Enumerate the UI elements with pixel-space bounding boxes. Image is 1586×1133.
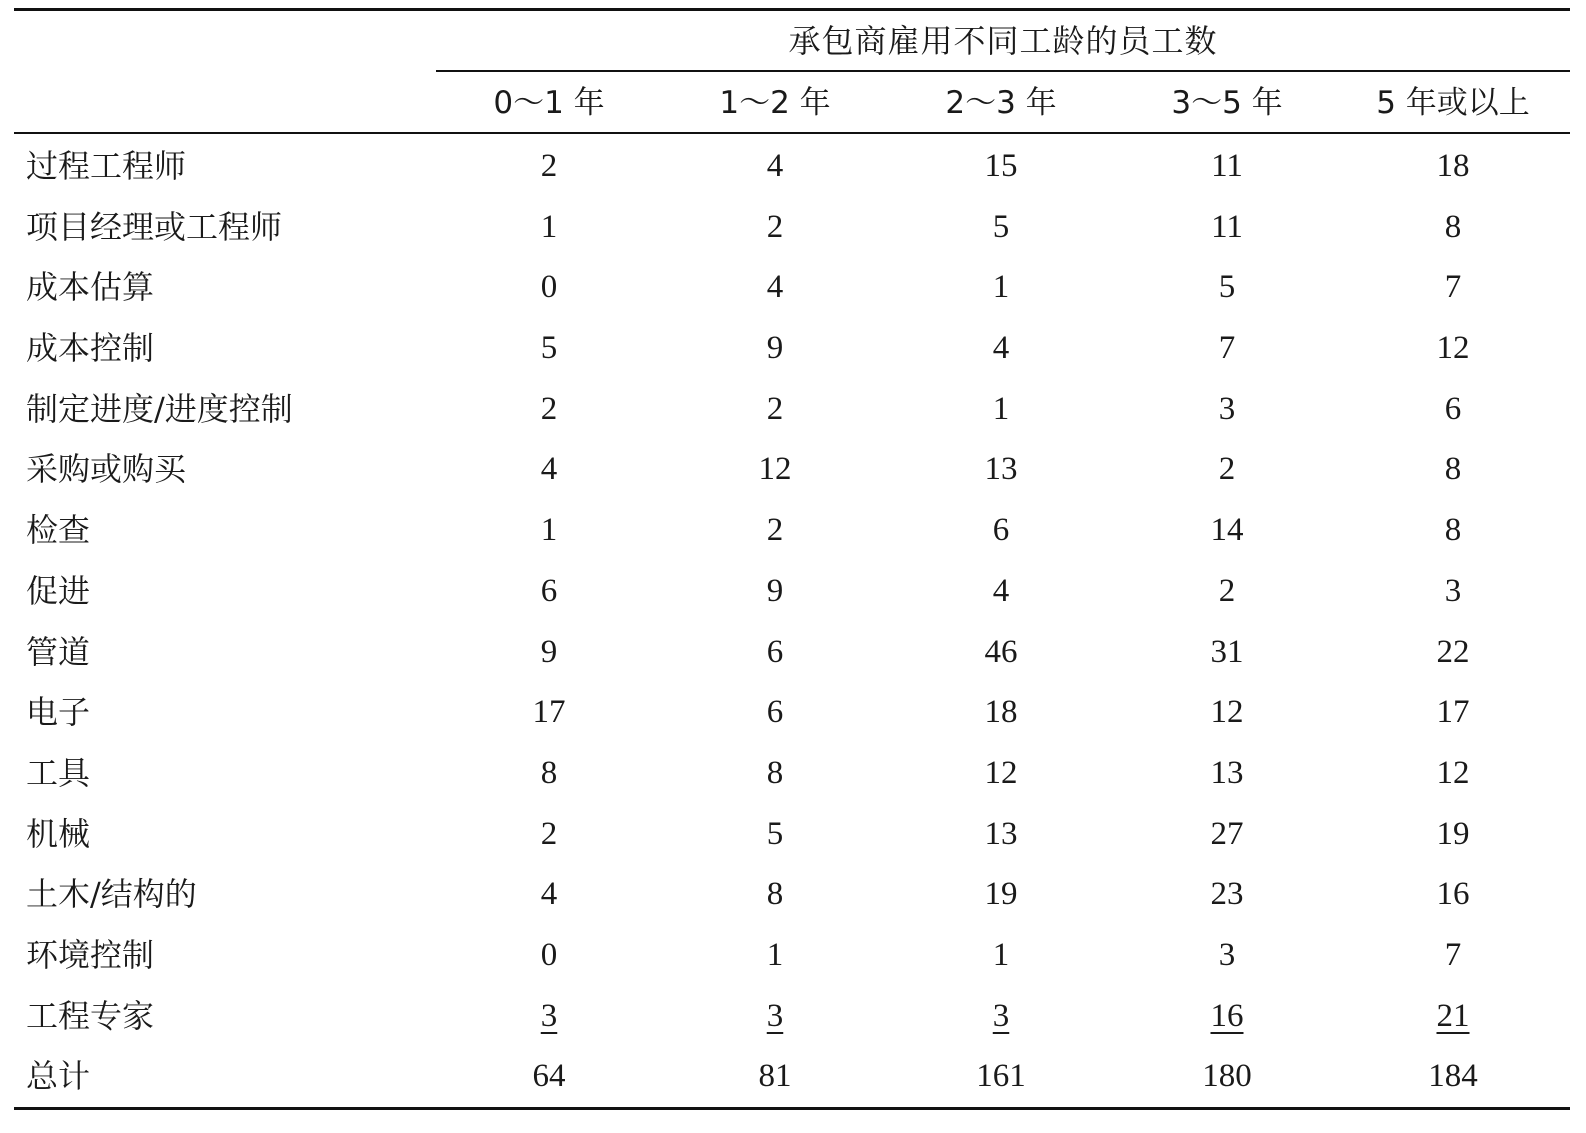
table-top-rule	[14, 8, 1570, 11]
table-cell: 5	[540, 330, 558, 367]
table-cell: 8	[1444, 451, 1462, 488]
table-cell: 64	[532, 1058, 566, 1095]
table-row	[0, 804, 1586, 865]
table-cell: 1	[992, 936, 1010, 973]
table-row	[0, 500, 1586, 561]
table-cell: 17	[1436, 694, 1470, 731]
underlined-value: 3	[992, 997, 1010, 1034]
table-cell: 2	[766, 390, 784, 427]
table-cell: 7	[1444, 936, 1462, 973]
table-cell: 81	[758, 1058, 792, 1095]
table-cell: 7	[1218, 330, 1236, 367]
table-cell: 12	[984, 754, 1018, 791]
table-cell: 6	[540, 572, 558, 609]
table-row	[0, 561, 1586, 622]
table-row	[0, 197, 1586, 258]
table-cell: 12	[1436, 754, 1470, 791]
table-cell: 1	[540, 512, 558, 549]
table-cell: 12	[1210, 694, 1244, 731]
table-cell: 6	[992, 512, 1010, 549]
table-cell: 18	[984, 694, 1018, 731]
row-label: 成本控制	[26, 329, 155, 368]
row-label: 过程工程师	[26, 147, 187, 185]
row-label: 环境控制	[26, 935, 155, 974]
table-cell: 9	[540, 633, 558, 670]
table-cell: 1	[992, 390, 1010, 427]
table-cell: 6	[766, 633, 784, 670]
table-cell: 3	[1218, 390, 1236, 427]
table-cell: 2	[766, 208, 784, 245]
row-label: 采购或购买	[26, 450, 187, 489]
table-cell: 17	[532, 694, 566, 731]
table-row	[0, 622, 1586, 683]
table-cell: 12	[1436, 330, 1470, 367]
table-cell: 3	[1218, 936, 1236, 973]
table-cell: 161	[976, 1058, 1026, 1095]
table-cell: 2	[766, 512, 784, 549]
table-cell	[436, 986, 662, 1046]
table-cell: 6	[766, 694, 784, 731]
table-row	[0, 925, 1586, 986]
table-cell: 4	[540, 451, 558, 488]
table-cell	[662, 986, 888, 1046]
table-row	[0, 864, 1586, 925]
column-header-0-1-years: 0～1 年	[493, 85, 605, 121]
table-cell: 18	[1436, 148, 1470, 184]
table-cell: 8	[1444, 512, 1462, 549]
table-row	[0, 986, 1586, 1047]
table-cell: 4	[992, 572, 1010, 609]
underlined-value: 3	[766, 997, 784, 1034]
table-cell: 15	[984, 148, 1018, 184]
table-cell: 1	[766, 936, 784, 973]
table-row	[0, 379, 1586, 440]
underlined-value: 21	[1436, 997, 1470, 1034]
table-cell: 9	[766, 572, 784, 609]
table-row	[0, 136, 1586, 197]
row-label: 土木/结构的	[26, 875, 197, 914]
table-row	[0, 743, 1586, 804]
table-cell: 13	[984, 451, 1018, 488]
table-cell: 23	[1210, 876, 1244, 913]
table-body	[0, 136, 1586, 1107]
table-cell: 0	[540, 936, 558, 973]
row-label: 项目经理或工程师	[26, 207, 283, 246]
column-header-5-plus-years: 5 年或以上	[1376, 85, 1530, 121]
table-cell: 27	[1210, 815, 1244, 852]
table-cell: 5	[992, 208, 1010, 245]
column-header-1-2-years: 1～2 年	[719, 85, 831, 121]
row-label: 机械	[26, 814, 91, 853]
table-cell: 2	[540, 390, 558, 427]
table-row	[0, 682, 1586, 743]
table-cell: 3	[1444, 572, 1462, 609]
table-cell: 11	[1211, 148, 1243, 184]
table-cell: 2	[540, 148, 558, 184]
table-row	[0, 257, 1586, 318]
table-cell: 31	[1210, 633, 1244, 670]
table-cell: 4	[766, 148, 784, 184]
table-cell: 19	[1436, 815, 1470, 852]
table-cell: 2	[1218, 572, 1236, 609]
table-bottom-rule	[14, 1107, 1570, 1110]
table-cell: 1	[540, 208, 558, 245]
table-cell: 13	[984, 815, 1018, 852]
row-label: 总计	[26, 1057, 91, 1096]
underlined-value: 3	[540, 997, 558, 1034]
table-cell: 8	[766, 754, 784, 791]
row-label: 工具	[26, 753, 91, 792]
table-cell: 4	[992, 330, 1010, 367]
table-cell: 184	[1428, 1058, 1478, 1095]
table-cell: 8	[540, 754, 558, 791]
underlined-value: 16	[1210, 997, 1244, 1034]
table-cell: 19	[984, 876, 1018, 913]
table-row-total	[0, 1046, 1586, 1107]
table-cell: 11	[1211, 208, 1243, 245]
table-cell: 8	[766, 876, 784, 913]
table-cell: 14	[1210, 512, 1244, 549]
row-label: 成本估算	[26, 268, 155, 307]
table-cell: 2	[1218, 451, 1236, 488]
row-label: 工程专家	[26, 996, 155, 1035]
row-label: 制定进度/进度控制	[26, 389, 293, 428]
table-cell: 12	[758, 451, 792, 488]
table-cell: 6	[1444, 390, 1462, 427]
table-row	[0, 439, 1586, 500]
table-cell: 16	[1436, 876, 1470, 913]
column-header-3-5-years: 3～5 年	[1171, 85, 1283, 121]
table-cell: 8	[1444, 208, 1462, 245]
table-cell: 9	[766, 330, 784, 367]
table-cell: 1	[992, 269, 1010, 306]
table-cell	[888, 986, 1114, 1046]
table-cell: 22	[1436, 633, 1470, 670]
table-cell: 5	[766, 815, 784, 852]
table-cell: 5	[1218, 269, 1236, 306]
table-cell: 13	[1210, 754, 1244, 791]
table-cell: 2	[540, 815, 558, 852]
table-cell: 0	[540, 269, 558, 306]
table-cell: 46	[984, 633, 1018, 670]
table-cell: 180	[1202, 1058, 1252, 1095]
table-cell: 4	[766, 269, 784, 306]
row-label: 电子	[26, 693, 91, 732]
row-label: 管道	[26, 632, 91, 671]
table-cell: 7	[1444, 269, 1462, 306]
table-cell: 4	[540, 876, 558, 913]
table-cell	[1114, 986, 1340, 1046]
column-header-2-3-years: 2～3 年	[945, 85, 1057, 121]
group-header: 承包商雇用不同工龄的员工数	[788, 22, 1218, 60]
row-label: 检查	[26, 511, 91, 550]
group-header-rule	[436, 70, 1570, 72]
row-label: 促进	[26, 571, 91, 610]
header-bottom-rule	[14, 132, 1570, 134]
table-cell	[1340, 986, 1566, 1046]
table-row	[0, 318, 1586, 379]
